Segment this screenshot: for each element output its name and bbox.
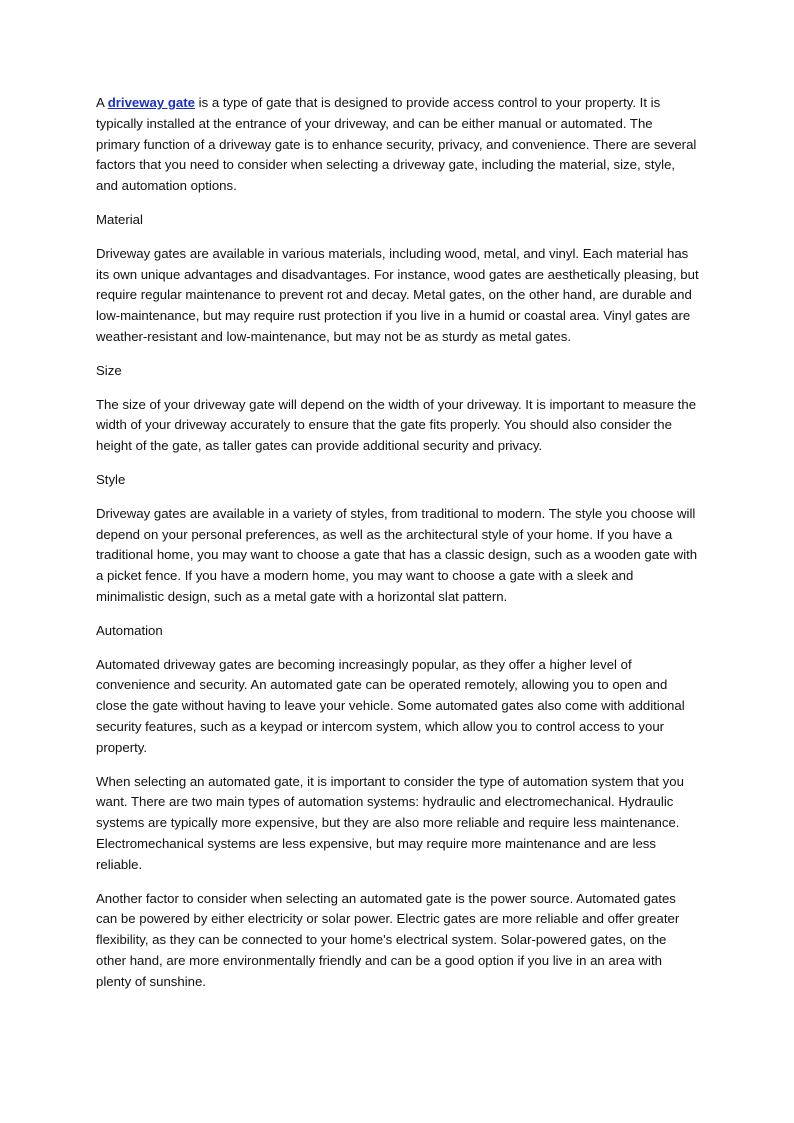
driveway-gate-link[interactable]: driveway gate [107, 95, 195, 110]
intro-text: is a type of gate that is designed to provide access control to your property. It is typically installed at the entrance of your driveway, and can be either manual or automated. The primary function of a driveway gate is to enhance security, privacy, and convenience. There are several factors that you need to consider when selecting a driveway gate, including the material, size, style, and automation options. [96, 95, 697, 194]
material-paragraph: Driveway gates are available in various materials, including wood, metal, and vinyl. Each material has its own unique advantages and disadvantages. For instance, wood gates are aesthetically pleasing, but require regular maintenance to prevent rot and decay. Metal gates, on the other hand, are durable and low-maintenance, but may require rust protection if you live in a humid or coastal area. Vinyl gates are weather-resistant and low-maintenance, but may not be as sturdy as metal gates. [96, 245, 699, 344]
automation-paragraph-2: When selecting an automated gate, it is important to consider the type of automation system that you want. There are two main types of automation systems: hydraulic and electromechanical. Hydraulic systems are typically more expensive, but they are also more reliable and require less maintenance. Electromechanical systems are less expensive, but may require more maintenance and are less reliable. [96, 773, 684, 872]
section-heading-material: Material [96, 211, 143, 227]
style-paragraph: Driveway gates are available in a variety of styles, from traditional to modern. The style you choose will depend on your personal preferences, as well as the architectural style of your home. If you have a traditional home, you may want to choose a gate that has a classic design, such as a wooden gate with a picket fence. If you have a modern home, you may want to choose a gate with a sleek and minimalistic design, such as a metal gate with a horizontal slat pattern. [96, 505, 698, 604]
section-heading-automation: Automation [96, 622, 163, 638]
intro-prefix: A [96, 95, 108, 110]
automation-paragraph-1: Automated driveway gates are becoming increasingly popular, as they offer a higher level of convenience and security. An automated gate can be operated remotely, allowing you to open and close the gate without having to leave your vehicle. Some automated gates also come with additional security features, such as a keypad or intercom system, which allow you to control access to your property. [96, 656, 685, 755]
section-heading-size: Size [96, 362, 122, 378]
automation-paragraph-3: Another factor to consider when selecting an automated gate is the power source. Automated gates can be powered by either electricity or solar power. Electric gates are more reliable and offer greater flexibility, as they can be connected to your home's electrical system. Solar-powered gates, on the other hand, are more environmentally friendly and can be a good option if you live in an area with plenty of sunshine. [96, 890, 680, 989]
intro-paragraph [96, 93, 700, 197]
size-paragraph: The size of your driveway gate will depend on the width of your driveway. It is important to measure the width of your driveway accurately to ensure that the gate fits properly. You should also consider the height of the gate, as taller gates can provide additional security and privacy. [96, 396, 697, 454]
document-page [96, 93, 700, 1005]
section-heading-style: Style [96, 471, 126, 487]
